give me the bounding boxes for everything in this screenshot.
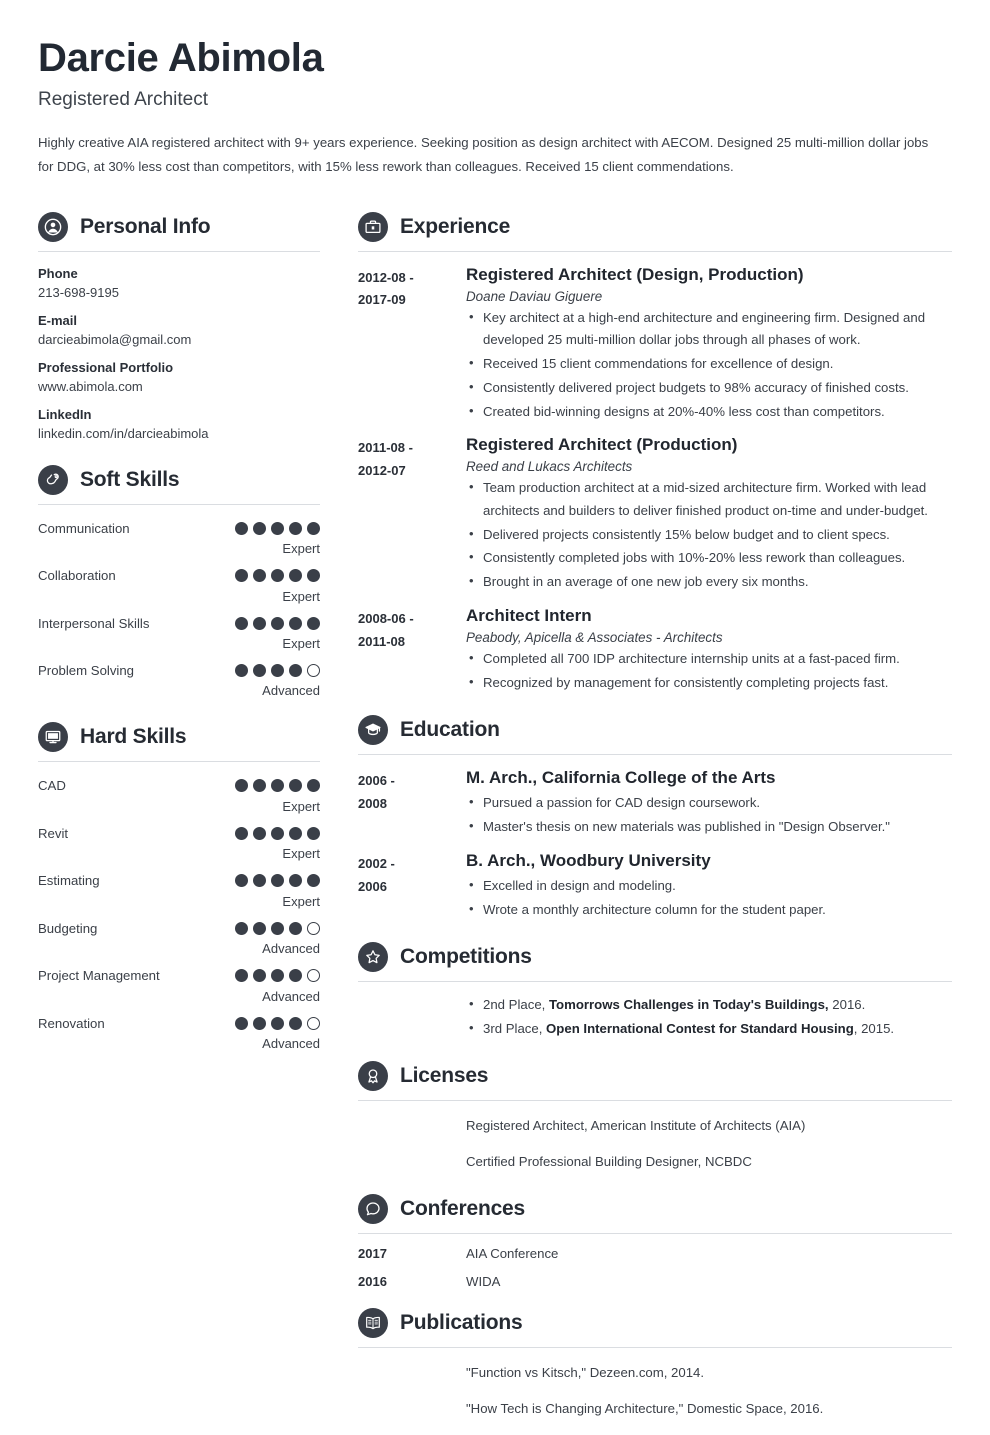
bullet: • Received 15 client commendations for excellence of design. xyxy=(466,353,952,376)
skill-name: Estimating xyxy=(38,873,100,889)
resume-body xyxy=(38,206,952,1435)
skill-rating-dots xyxy=(235,566,320,582)
rating-dot-filled xyxy=(235,617,248,630)
skill-name: Communication xyxy=(38,520,130,536)
skill-level: Expert xyxy=(282,588,320,604)
date-end: 2006 xyxy=(358,878,387,894)
rating-dot-filled xyxy=(307,874,320,887)
entry-date-range xyxy=(358,850,466,899)
licenses-list xyxy=(358,1101,952,1174)
rating-dot-filled xyxy=(271,779,284,792)
candidate-job-title: Registered Architect xyxy=(38,88,209,110)
job-title: Architect Intern xyxy=(466,605,592,625)
entry-date-range xyxy=(358,605,466,654)
rating-dot-filled xyxy=(271,569,284,582)
bullet: • Master's thesis on new materials was published in "Design Observer." xyxy=(466,816,952,839)
contact-item-phone xyxy=(38,266,320,300)
conferences-list xyxy=(358,1234,952,1289)
comp-title: Tomorrows Challenges in Today's Buildings, xyxy=(548,997,829,1013)
rating-dot-filled xyxy=(235,1017,248,1030)
skill-level: Advanced xyxy=(262,988,320,1004)
rating-dot-filled xyxy=(253,617,266,630)
skill-item xyxy=(38,776,320,813)
skill-item xyxy=(38,614,320,651)
star-icon xyxy=(358,942,388,972)
education-detail-list xyxy=(466,792,952,838)
skill-item xyxy=(38,824,320,861)
degree-title: B. Arch., Woodbury University xyxy=(466,850,711,870)
education-detail-list xyxy=(466,875,952,921)
contact-value[interactable]: www.abimola.com xyxy=(38,378,143,394)
bullet: • Pursued a passion for CAD design coursework. xyxy=(466,792,952,815)
rating-dot-filled xyxy=(289,874,302,887)
section-licenses xyxy=(358,1055,952,1174)
date-end: 2011-08 xyxy=(358,633,405,649)
skill-rating-dots xyxy=(235,614,320,630)
rating-dot-filled xyxy=(271,922,284,935)
contact-item-linkedin xyxy=(38,407,320,441)
skill-level: Expert xyxy=(282,541,320,557)
rating-dot-filled xyxy=(307,827,320,840)
contact-label: Professional Portfolio xyxy=(38,359,174,375)
puzzle-heart-icon xyxy=(38,465,68,495)
rating-dot-filled xyxy=(289,617,302,630)
publications-list xyxy=(358,1348,952,1421)
briefcase-icon xyxy=(358,212,388,242)
rating-dot-filled xyxy=(271,874,284,887)
skill-level: Expert xyxy=(282,798,320,814)
section-header xyxy=(358,936,952,972)
skill-rating-dots xyxy=(235,661,320,677)
rating-dot-filled xyxy=(253,969,266,982)
competition-item xyxy=(466,994,952,1017)
rating-dot-filled xyxy=(235,827,248,840)
date-start: 2011-08 - xyxy=(358,440,413,456)
conference-name: AIA Conference xyxy=(466,1245,559,1261)
rating-dot-filled xyxy=(289,1017,302,1030)
speech-bubble-icon xyxy=(358,1194,388,1224)
entry-date-range xyxy=(358,434,466,483)
publication-item: "Function vs Kitsch," Dezeen.com, 2014. xyxy=(466,1364,705,1380)
skill-level: Advanced xyxy=(262,1036,320,1052)
education-entry xyxy=(358,767,952,840)
bullet: • Created bid-winning designs at 20%-40% less cost than competitors. xyxy=(466,401,952,424)
rating-dot-filled xyxy=(271,969,284,982)
section-conferences xyxy=(358,1188,952,1289)
rating-dot-filled xyxy=(253,827,266,840)
section-competitions xyxy=(358,936,952,1040)
section-personal-info xyxy=(38,206,320,441)
user-circle-icon xyxy=(38,212,68,242)
rating-dot-filled xyxy=(271,522,284,535)
bullet: • Consistently completed jobs with 10%-20% less rework than colleagues. xyxy=(466,547,952,570)
bullet: • Wrote a monthly architecture column for the student paper. xyxy=(466,899,952,922)
rating-dot-filled xyxy=(307,617,320,630)
experience-entry xyxy=(358,264,952,425)
section-experience xyxy=(358,206,952,696)
responsibility-list xyxy=(466,307,952,424)
section-title: Conferences xyxy=(400,1196,526,1220)
skill-name: Collaboration xyxy=(38,568,116,584)
conference-item xyxy=(358,1246,952,1261)
job-title: Registered Architect (Design, Production) xyxy=(466,264,804,284)
skill-item xyxy=(38,1014,320,1051)
skill-item xyxy=(38,919,320,956)
job-title: Registered Architect (Production) xyxy=(466,435,738,455)
date-start: 2002 - xyxy=(358,855,395,871)
skill-rating-dots xyxy=(235,871,320,887)
section-title: Competitions xyxy=(400,945,532,969)
section-title: Publications xyxy=(400,1310,523,1334)
section-title: Licenses xyxy=(400,1063,489,1087)
conference-year: 2017 xyxy=(358,1245,387,1261)
bullet: • Team production architect at a mid-sized architecture firm. Worked with lead architects and builders to deliver finished product on-time and under-budget. xyxy=(466,477,952,522)
education-entry xyxy=(358,850,952,923)
competitions-list xyxy=(358,982,952,1040)
bullet: • Consistently delivered project budgets to 98% accuracy of finished costs. xyxy=(466,377,952,400)
rating-dot-filled xyxy=(235,664,248,677)
license-item: Certified Professional Building Designer, NCBDC xyxy=(466,1154,752,1170)
rating-dot-filled xyxy=(235,874,248,887)
skill-rating-dots xyxy=(235,966,320,982)
graduation-cap-icon xyxy=(358,715,388,745)
section-header xyxy=(358,1055,952,1091)
bullet: • Recognized by management for consistently completing projects fast. xyxy=(466,672,952,695)
rating-dot-filled xyxy=(289,779,302,792)
skill-name: CAD xyxy=(38,778,66,794)
comp-title: Open International Contest for Standard Housing xyxy=(546,1021,854,1037)
rating-dot-filled xyxy=(289,569,302,582)
bullet: • Key architect at a high-end architecture and engineering firm. Designed and developed 25 multi-million dollar jobs through all phases of work. xyxy=(466,307,952,352)
rating-dot-filled xyxy=(289,522,302,535)
left-column xyxy=(38,206,320,1062)
experience-entry xyxy=(358,605,952,696)
date-end: 2012-07 xyxy=(358,463,406,478)
rating-dot-filled xyxy=(253,1017,266,1030)
comp-suffix: 2016. xyxy=(828,997,866,1013)
rating-dot-filled xyxy=(253,569,266,582)
section-soft-skills xyxy=(38,459,320,699)
comp-suffix: , 2015. xyxy=(853,1021,895,1037)
rating-dot-filled xyxy=(253,874,266,887)
section-title: Hard Skills xyxy=(80,725,187,749)
rating-dot-filled xyxy=(289,827,302,840)
section-title: Experience xyxy=(400,214,511,238)
skill-rating-dots xyxy=(235,776,320,792)
resume-header xyxy=(38,36,952,180)
rating-dot-filled xyxy=(235,522,248,535)
professional-summary: Highly creative AIA registered architect with 9+ years experience. Seeking position as design architect with AECOM. Designed 25 multi-million dollar jobs for DDG, at 30% less cost than competitors, with 15% less rework than colleagues. Received 15 client commendations. xyxy=(38,134,929,175)
skill-rating-dots xyxy=(235,824,320,840)
rating-dot-filled xyxy=(289,922,302,935)
rating-dot-filled xyxy=(235,779,248,792)
bullet: • Delivered projects consistently 15% below budget and to client specs. xyxy=(466,524,952,547)
bullet: • Brought in an average of one new job every six months. xyxy=(466,571,952,594)
rating-dot-empty xyxy=(307,1017,320,1030)
rating-dot-filled xyxy=(253,779,266,792)
skill-level: Expert xyxy=(282,846,320,862)
comp-prefix: 2nd Place, xyxy=(483,997,549,1013)
degree-title: M. Arch., California College of the Arts xyxy=(466,768,776,788)
experience-entries xyxy=(358,252,952,696)
monitor-icon xyxy=(38,722,68,752)
skill-item xyxy=(38,661,320,698)
section-header xyxy=(38,459,320,495)
date-end: 2008 xyxy=(358,796,387,812)
contact-item-portfolio xyxy=(38,360,320,394)
open-book-icon xyxy=(358,1308,388,1338)
rating-dot-filled xyxy=(289,664,302,677)
rating-dot-filled xyxy=(271,1017,284,1030)
rating-dot-filled xyxy=(271,664,284,677)
rating-dot-filled xyxy=(271,617,284,630)
contact-label: Phone xyxy=(38,265,78,281)
skill-name: Budgeting xyxy=(38,920,98,936)
conference-item xyxy=(358,1274,952,1289)
contact-item-email xyxy=(38,313,320,347)
rating-dot-filled xyxy=(253,522,266,535)
bullet: • Completed all 700 IDP architecture internship units at a fast-paced firm. xyxy=(466,648,952,671)
skill-rating-dots xyxy=(235,919,320,935)
skill-item xyxy=(38,966,320,1003)
section-education xyxy=(358,709,952,922)
rating-dot-empty xyxy=(307,969,320,982)
company-name: Reed and Lukacs Architects xyxy=(466,459,633,475)
rating-dot-filled xyxy=(253,922,266,935)
rating-dot-filled xyxy=(307,569,320,582)
rating-dot-filled xyxy=(253,664,266,677)
company-name: Peabody, Apicella & Associates - Architects xyxy=(466,629,723,645)
experience-entry xyxy=(358,434,952,595)
skill-level: Expert xyxy=(282,636,320,651)
skill-rating-dots xyxy=(235,519,320,535)
license-item: Registered Architect, American Institute of Architects (AIA) xyxy=(466,1117,806,1133)
skill-name: Problem Solving xyxy=(38,663,135,678)
skill-level: Expert xyxy=(282,893,320,909)
publication-item: "How Tech is Changing Architecture," Domestic Space, 2016. xyxy=(466,1401,824,1417)
section-hard-skills xyxy=(38,716,320,1051)
section-header xyxy=(38,716,320,752)
company-name: Doane Daviau Giguere xyxy=(466,288,603,304)
section-header xyxy=(38,206,320,242)
bullet: • Excelled in design and modeling. xyxy=(466,875,952,898)
rating-dot-filled xyxy=(235,569,248,582)
contact-list xyxy=(38,252,320,441)
section-header xyxy=(358,1302,952,1338)
date-start: 2008-06 - xyxy=(358,610,414,626)
skill-name: Project Management xyxy=(38,968,160,984)
section-title: Soft Skills xyxy=(80,467,180,491)
skill-item xyxy=(38,871,320,908)
education-entries xyxy=(358,755,952,922)
skill-item xyxy=(38,519,320,556)
date-start: 2012-08 - xyxy=(358,269,414,285)
contact-value[interactable]: darcieabimola@gmail.com xyxy=(38,331,192,347)
skill-name: Revit xyxy=(38,825,69,841)
candidate-name: Darcie Abimola xyxy=(38,36,324,80)
rating-dot-filled xyxy=(271,827,284,840)
skill-name: Renovation xyxy=(38,1015,105,1031)
right-column xyxy=(358,206,952,1435)
rating-dot-empty xyxy=(307,664,320,677)
entry-date-range xyxy=(358,767,466,816)
hard-skills-list xyxy=(38,762,320,1051)
section-header xyxy=(358,709,952,745)
rating-dot-filled xyxy=(307,522,320,535)
section-title: Personal Info xyxy=(80,214,211,238)
soft-skills-list xyxy=(38,505,320,699)
section-header xyxy=(358,1188,952,1224)
conference-year: 2016 xyxy=(358,1273,387,1289)
responsibility-list xyxy=(466,477,952,594)
contact-label: LinkedIn xyxy=(38,406,92,422)
skill-level: Advanced xyxy=(262,683,320,699)
skill-name: Interpersonal Skills xyxy=(38,615,150,631)
competition-item xyxy=(466,1018,952,1041)
contact-value[interactable]: 213-698-9195 xyxy=(38,284,119,300)
comp-prefix: 3rd Place, xyxy=(483,1021,547,1037)
conference-name: WIDA xyxy=(466,1273,501,1289)
rating-dot-filled xyxy=(235,969,248,982)
award-ribbon-icon xyxy=(358,1061,388,1091)
section-publications xyxy=(358,1302,952,1421)
rating-dot-filled xyxy=(235,922,248,935)
rating-dot-filled xyxy=(307,779,320,792)
skill-rating-dots xyxy=(235,1014,320,1030)
skill-item xyxy=(38,566,320,603)
date-end: 2017-09 xyxy=(358,292,406,308)
responsibility-list xyxy=(466,648,952,694)
entry-date-range xyxy=(358,264,466,313)
skill-level: Advanced xyxy=(262,941,320,957)
rating-dot-filled xyxy=(289,969,302,982)
section-header xyxy=(358,206,952,242)
section-title: Education xyxy=(400,718,500,742)
contact-label: E-mail xyxy=(38,312,78,328)
date-start: 2006 - xyxy=(358,773,395,789)
rating-dot-empty xyxy=(307,922,320,935)
contact-value[interactable]: linkedin.com/in/darcieabimola xyxy=(38,425,209,441)
